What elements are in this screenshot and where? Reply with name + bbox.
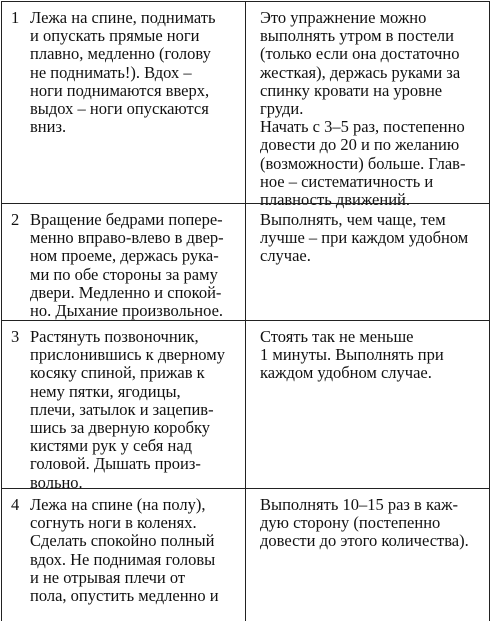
row-divider: [2, 203, 489, 204]
exercise-description: Растянуть позвоночник, прислонившись к дверному косяку спиной, прижав к нему пятки, ягодицы, плечи, затылок и зацепив- шись за дверную коробку кистями рук у себя над головой. Дышать произ- вольно.: [30, 327, 225, 492]
row-divider: [2, 320, 489, 321]
exercise-description: Лежа на спине, поднимать и опускать прямые ноги плавно, медленно (голову не поднимать!). Вдох – ноги поднимаются вверх, выдох – ноги опускаются вниз.: [30, 8, 216, 137]
row-divider: [2, 488, 489, 489]
exercise-instructions: Стоять так не меньше 1 минуты. Выполнять при каждом удобном случае.: [260, 327, 444, 383]
exercise-table: [1, 1, 490, 621]
row-number: 2: [11, 210, 20, 229]
row-number: 4: [11, 495, 20, 514]
row-number: 1: [11, 8, 20, 27]
column-divider: [245, 2, 246, 621]
exercise-instructions: Выполнять 10–15 раз в каж- дую сторону (постепенно довести до этого количества).: [260, 495, 469, 551]
exercise-description: Вращение бедрами попере- менно вправо-влево в двер- ном проеме, держась рука- ми по обе стороны за раму двери. Медленно и спокой- но. Дыхание произвольное.: [30, 210, 224, 321]
exercise-instructions: Это упражнение можно выполнять утром в постели (только если она достаточно жесткая), держась руками за спинку кровати на уровне груди. Начать с 3–5 раз, постепенно довести до 20 и по желанию (возможности) больше. Глав- ное – систематичность и плавность движений.: [260, 8, 466, 210]
row-number: 3: [11, 327, 20, 346]
exercise-instructions: Выполнять, чем чаще, тем лучше – при каждом удобном случае.: [260, 210, 469, 266]
exercise-description: Лежа на спине (на полу), согнуть ноги в коленях. Сделать спокойно полный вдох. Не поднимая головы и не отрывая плечи от пола, опустить медленно и: [30, 495, 219, 606]
